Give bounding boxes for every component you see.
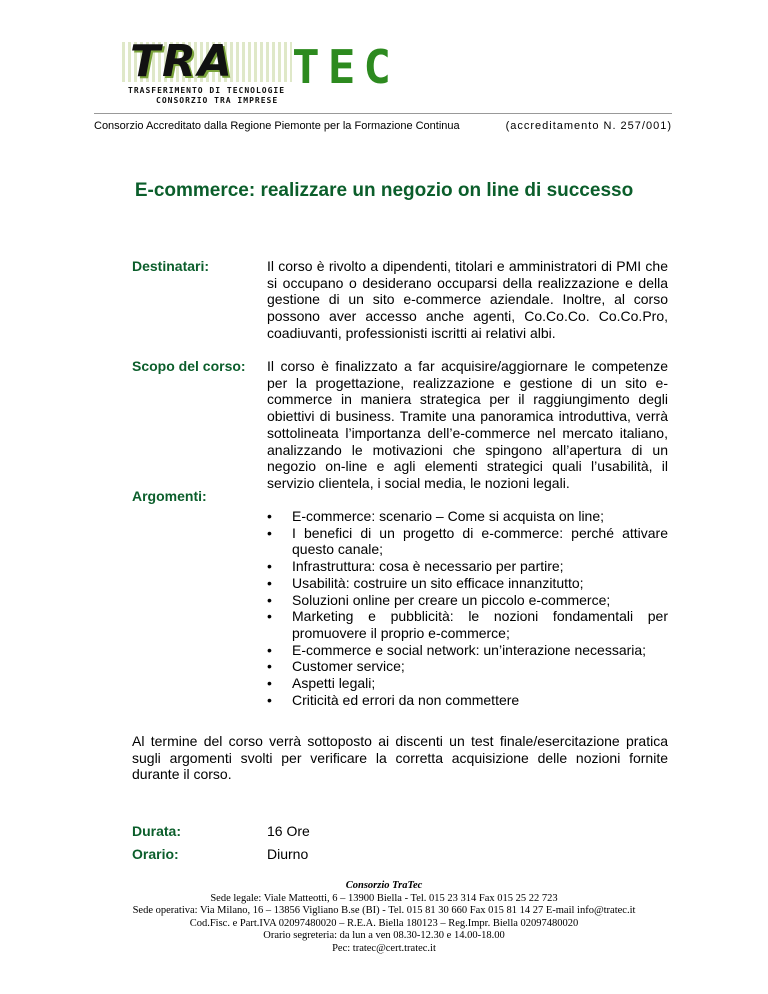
list-item: • Customer service; (267, 658, 668, 675)
tratec-logo (122, 36, 412, 108)
footer-line-sede-legale: Sede legale: Viale Matteotti, 6 – 13900 Biella - Tel. 015 23 314 Fax 015 25 22 723 (210, 892, 558, 904)
list-item: • Soluzioni online per creare un piccolo e-commerce; (267, 592, 668, 609)
page-title: E-commerce: realizzare un negozio on line di successo (134, 180, 634, 201)
text-conclusione: Al termine del corso verrà sottoposto ai discenti un test finale/esercitazione pratica sugli argomenti svolti per verificare la corretta acquisizione delle nozioni fornite durante il corso. (132, 733, 668, 783)
list-item: • Aspetti legali; (267, 675, 668, 692)
list-item: • I benefici di un progetto di e-commerce: perché attivare questo canale; (267, 525, 668, 558)
label-durata: Durata: (132, 823, 182, 839)
text-scopo: Il corso è finalizzato a far acquisire/aggiornare le competenze per la progettazione, realizzazione e gestione di un sito e-commerce in maniera strategica per il raggiungimento degli obiettivi di business. Tramite una panoramica introduttiva, verrà sottolineata l’importanza dell’e-commerce nel mercato italiano, analizzando le motivazioni che spingono all’apertura di un negozio on-line e agli elementi strategici quali l’usabilità, il servizio clientela, i social media, le nozioni legali. (267, 358, 668, 491)
text-destinatari: Il corso è rivolto a dipendenti, titolari e amministratori di PMI che si occupano o desiderano occuparsi della realizzazione e della gestione di un sito e-commerce aziendale. Inoltre, al corso possono aver accesso anche agenti, Co.Co.Co. Co.Co.Pro, coadiuvanti, professionisti iscritti ai relativi albi. (267, 258, 668, 341)
logo-brand-accent: TEC (292, 40, 400, 94)
footer-line-pec: Pec: tratec@cert.tratec.it (332, 942, 436, 954)
footer (0, 880, 768, 956)
argomenti-list (267, 508, 668, 708)
header-accreditation-number: (accreditamento N. 257/001) (505, 120, 672, 132)
header-accreditation: Consorzio Accreditato dalla Regione Piemonte per la Formazione Continua (94, 120, 460, 132)
footer-line-sede-operativa: Sede operativa: Via Milano, 16 – 13856 Vigliano B.se (BI) - Tel. 015 81 30 660 Fax 015 81 14 27 E-mail info@tratec.it (132, 905, 636, 917)
logo-tagline-2: CONSORZIO TRA IMPRESE (156, 96, 279, 105)
list-item: • Usabilità: costruire un sito efficace innanzitutto; (267, 575, 668, 592)
label-orario: Orario: (132, 846, 179, 862)
logo-tagline-1: TRASFERIMENTO DI TECNOLOGIE (128, 86, 286, 95)
list-item: • Marketing e pubblicità: le nozioni fondamentali per promuovere il proprio e-commerce; (267, 608, 668, 641)
label-argomenti: Argomenti: (132, 488, 207, 504)
header-divider (94, 113, 672, 114)
value-durata: 16 Ore (267, 823, 310, 839)
list-item: • Infrastruttura: cosa è necessario per partire; (267, 558, 668, 575)
list-item: • Criticità ed errori da non commettere (267, 692, 668, 709)
list-item: • E-commerce: scenario – Come si acquista on line; (267, 508, 668, 525)
list-item: • E-commerce e social network: un’interazione necessaria; (267, 642, 668, 659)
value-orario: Diurno (267, 846, 309, 862)
label-scopo: Scopo del corso: (132, 358, 246, 374)
label-destinatari: Destinatari: (132, 258, 210, 274)
logo-brand: TRA (122, 42, 292, 82)
footer-title: Consorzio TraTec (345, 880, 423, 891)
footer-line-codfisc: Cod.Fisc. e Part.IVA 02097480020 – R.E.A. Biella 180123 – Reg.Impr. Biella 02097480020 (189, 917, 579, 929)
footer-line-orario: Orario segreteria: da lun a ven 08.30-12.30 e 14.00-18.00 (263, 930, 505, 942)
